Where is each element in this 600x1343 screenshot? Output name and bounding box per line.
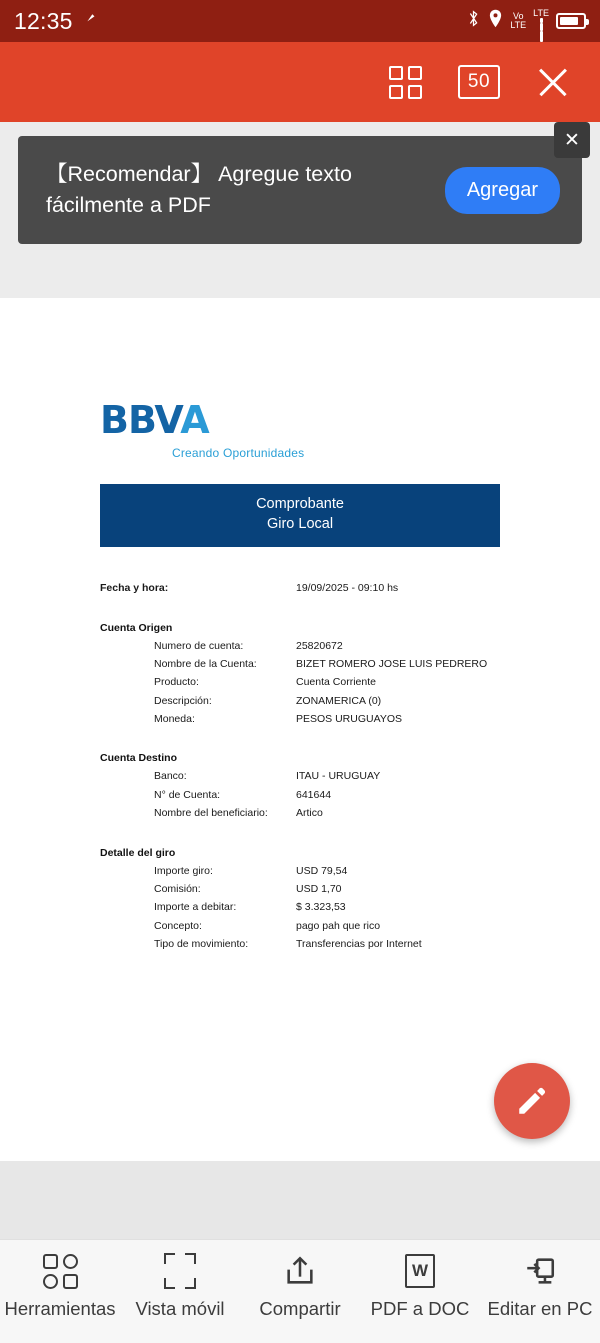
table-row xyxy=(100,898,500,916)
page-count-button[interactable] xyxy=(456,59,502,105)
edit-on-pc-icon xyxy=(523,1252,557,1290)
nav-label: Compartir xyxy=(259,1298,341,1319)
field-label: Nombre de la Cuenta: xyxy=(154,657,257,670)
datetime-value: 19/09/2025 - 09:10 hs xyxy=(296,582,399,595)
datetime-label: Fecha y hora: xyxy=(100,582,169,595)
nav-item-mobile-view[interactable] xyxy=(120,1252,240,1319)
nav-label: Editar en PC xyxy=(487,1298,593,1319)
field-label: Numero de cuenta: xyxy=(154,639,244,652)
document-title-banner xyxy=(100,484,500,547)
close-button[interactable] xyxy=(530,59,576,105)
section-title: Detalle del giro xyxy=(100,846,176,859)
table-row xyxy=(100,767,500,785)
bbva-accent-letter: A xyxy=(180,398,209,442)
field-value: pago pah que rico xyxy=(296,919,381,932)
page-count-badge: 50 xyxy=(458,65,500,99)
bottom-navigation xyxy=(0,1239,600,1343)
field-label: N° de Cuenta: xyxy=(154,788,221,801)
nav-item-tools[interactable] xyxy=(0,1252,120,1319)
bbva-logo xyxy=(0,398,600,460)
nav-item-share[interactable] xyxy=(240,1252,360,1319)
field-value: PESOS URUGUAYOS xyxy=(296,713,402,725)
ad-action-button[interactable]: Agregar xyxy=(445,167,560,214)
field-value: USD 1,70 xyxy=(296,882,342,895)
field-label: Moneda: xyxy=(154,713,195,725)
pdf-page xyxy=(0,298,600,1161)
field-value: 25820672 xyxy=(296,639,343,652)
ad-close-button[interactable]: ✕ xyxy=(554,122,590,158)
table-row xyxy=(100,692,500,710)
field-label: Importe giro: xyxy=(154,864,213,877)
bbva-tagline: Creando Oportunidades xyxy=(172,446,305,460)
table-row xyxy=(100,880,500,898)
nav-item-edit-on-pc[interactable] xyxy=(480,1252,600,1319)
table-row xyxy=(100,673,500,691)
battery-icon xyxy=(556,13,586,29)
close-icon xyxy=(535,64,571,100)
field-value: ZONAMERICA (0) xyxy=(296,694,382,707)
grid-view-icon xyxy=(389,66,422,99)
field-value: ITAU - URUGUAY xyxy=(296,770,381,783)
tools-icon xyxy=(43,1252,78,1290)
field-value: USD 79,54 xyxy=(296,864,348,877)
field-label: Descripción: xyxy=(154,694,212,707)
field-value: BIZET ROMERO JOSE LUIS PEDRERO xyxy=(296,657,488,670)
table-row xyxy=(100,935,500,953)
section-title: Cuenta Origen xyxy=(100,621,173,634)
document-title-line2: Giro Local xyxy=(266,515,334,532)
ad-text: 【Recomendar】 Agregue texto fácilmente a PDF xyxy=(46,161,352,217)
signal-icon xyxy=(540,18,543,33)
table-row xyxy=(100,862,500,880)
field-value: Transferencias por Internet xyxy=(296,938,422,950)
field-label: Producto: xyxy=(154,676,199,689)
table-row xyxy=(100,637,500,655)
ad-area xyxy=(0,122,600,298)
share-icon xyxy=(283,1252,317,1290)
field-value: 641644 xyxy=(296,788,332,801)
document-title-line1: Comprobante xyxy=(256,496,344,512)
edit-fab-button[interactable] xyxy=(494,1063,570,1139)
status-bar xyxy=(0,0,600,42)
app-toolbar xyxy=(0,42,600,122)
table-row xyxy=(100,917,500,935)
table-row xyxy=(100,655,500,673)
field-label: Nombre del beneficiario: xyxy=(154,807,268,820)
table-row xyxy=(100,804,500,822)
grid-view-button[interactable] xyxy=(382,59,428,105)
nav-label: Vista móvil xyxy=(135,1298,225,1319)
pen-nib-icon xyxy=(81,10,98,32)
bbva-text: BBV xyxy=(100,398,181,442)
pdf-viewer[interactable] xyxy=(0,298,600,1161)
field-value: Cuenta Corriente xyxy=(296,676,376,689)
location-icon xyxy=(488,9,503,33)
field-label: Tipo de movimiento: xyxy=(154,938,249,950)
document-body xyxy=(100,579,500,953)
field-label: Concepto: xyxy=(154,919,202,932)
viewer-bottom-strip xyxy=(0,1161,600,1239)
field-label: Importe a debitar: xyxy=(154,901,237,914)
nav-label: PDF a DOC xyxy=(370,1298,470,1319)
pencil-icon xyxy=(515,1084,549,1118)
table-row xyxy=(100,786,500,804)
lte-label: LTE xyxy=(533,9,549,33)
word-doc-icon: W xyxy=(405,1252,435,1290)
field-label: Comisión: xyxy=(154,882,201,895)
mobile-view-icon xyxy=(164,1252,196,1290)
bluetooth-icon xyxy=(466,9,481,33)
nav-item-pdf-to-doc[interactable] xyxy=(360,1252,480,1319)
bbva-wordmark xyxy=(100,398,600,442)
table-row xyxy=(100,710,500,728)
status-bar-right xyxy=(466,9,586,33)
nav-label: Herramientas xyxy=(4,1298,116,1319)
field-label: Banco: xyxy=(154,770,187,783)
volte-icon: Vo LTE xyxy=(510,11,527,30)
field-value: $ 3.323,53 xyxy=(296,901,346,914)
datetime-row xyxy=(100,579,500,597)
field-value: Artico xyxy=(296,807,323,820)
status-bar-left xyxy=(14,8,98,35)
status-time: 12:35 xyxy=(14,7,73,34)
section-title: Cuenta Destino xyxy=(100,752,178,765)
ad-banner[interactable] xyxy=(18,129,582,244)
